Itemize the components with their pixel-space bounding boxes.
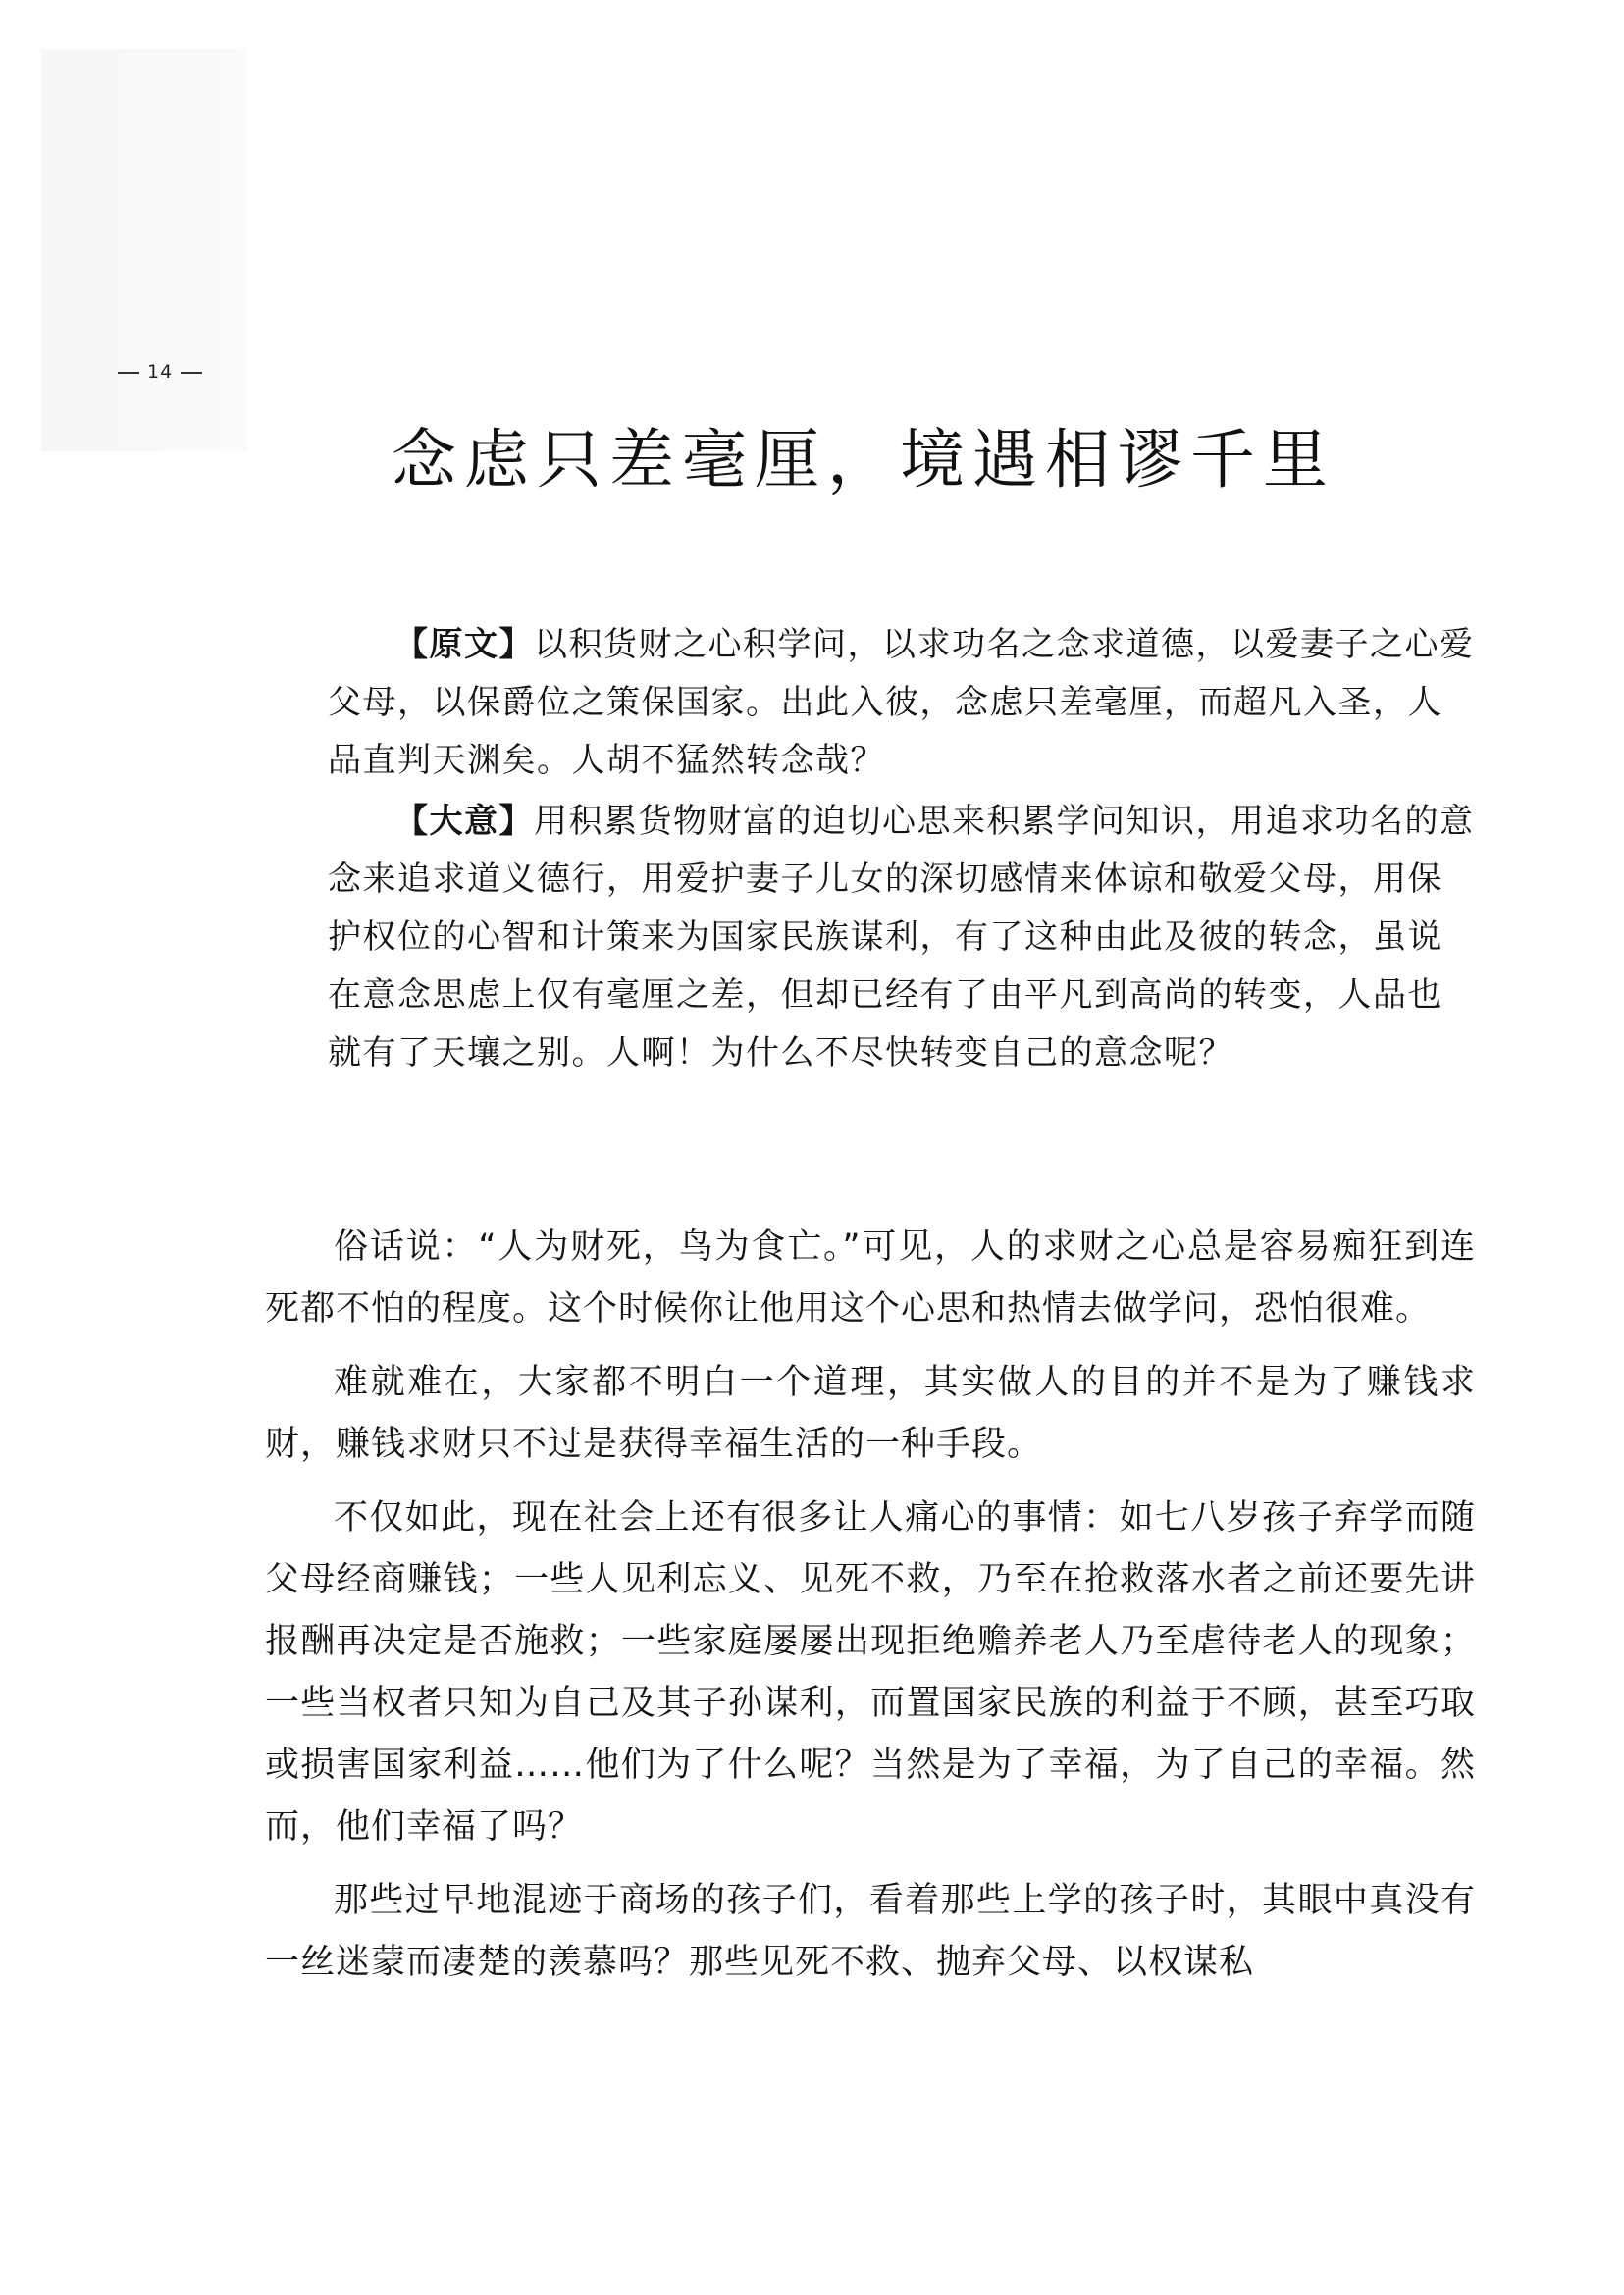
commentary-paragraph: 那些过早地混迹于商场的孩子们，看着那些上学的孩子时，其眼中真没有一丝迷蒙而凄楚的羡慕吗？那些见死不救、抛弃父母、以权谋私 [265,1881,1476,1982]
margin-shade [41,49,247,451]
commentary-section [265,1217,1476,2006]
original-text-paragraph [328,616,1476,790]
page-number [110,361,210,383]
page-number-right-dash [181,372,202,374]
page-title: 念虑只差毫厘，境遇相谬千里 [392,422,1336,497]
classic-section [328,616,1476,1085]
original-tag: 【原文】 [394,625,534,664]
meaning-tag: 【大意】 [394,802,534,841]
commentary-paragraph: 俗话说：“人为财死，鸟为食亡。”可见，人的求财之心总是容易痴狂到连死都不怕的程度。这个时候你让他用这个心思和热情去做学问，恐怕很难。 [265,1227,1476,1329]
page-number-value: 14 [147,361,174,383]
commentary-paragraph: 难就难在，大家都不明白一个道理，其实做人的目的并不是为了赚钱求财，赚钱求财只不过是获得幸福生活的一种手段。 [265,1363,1476,1464]
commentary-paragraph: 不仅如此，现在社会上还有很多让人痛心的事情：如七八岁孩子弃学而随父母经商赚钱；一些人见利忘义、见死不救，乃至在抢救落水者之前还要先讲报酬再决定是否施救；一些家庭屡屡出现拒绝赡养老人乃至虐待老人的现象；一些当权者只知为自己及其子孙谋利，而置国家民族的利益于不顾，甚至巧取或损害国家利益……他们为了什么呢？当然是为了幸福，为了自己的幸福。然而，他们幸福了吗？ [265,1498,1476,1847]
page-number-left-dash [118,372,139,374]
original-text: 以积货财之心积学问，以求功名之念求道德，以爱妻子之心爱父母，以保爵位之策保国家。出此入彼，念虑只差毫厘，而超凡入圣，人品直判天渊矣。人胡不猛然转念哉？ [328,625,1475,780]
meaning-paragraph [328,793,1476,1082]
meaning-text: 用积累货物财富的迫切心思来积累学问知识，用追求功名的意念来追求道义德行，用爱护妻子儿女的深切感情来体谅和敬爱父母，用保护权位的心智和计策来为国家民族谋利，有了这种由此及彼的转念，虽说在意念思虑上仅有毫厘之差，但却已经有了由平凡到高尚的转变，人品也就有了天壤之别。人啊！为什么不尽快转变自己的意念呢？ [328,802,1475,1072]
